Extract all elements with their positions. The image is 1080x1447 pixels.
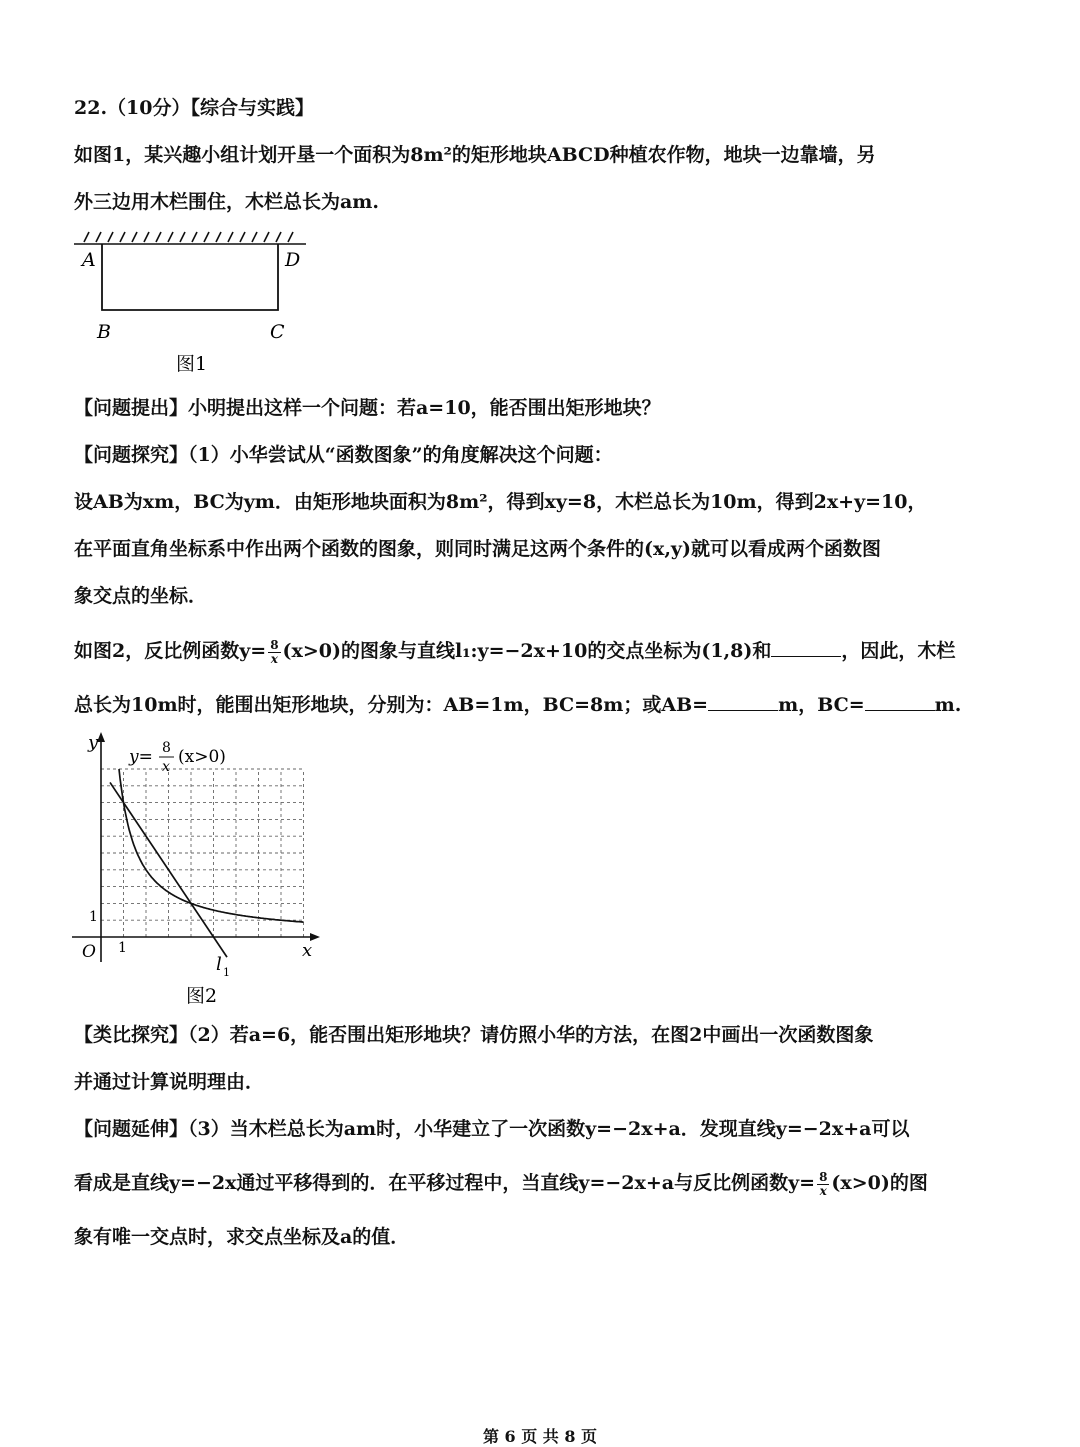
y-axis-arrow [97,732,105,742]
fraction-numerator: 8 [819,1169,828,1184]
explore-line-3: 在平面直角坐标系中作出两个函数的图象，则同时满足这两个条件的(x,y)就可以看成两个函数图 [74,538,881,560]
answer-blank-ab[interactable] [708,692,778,711]
vertex-A: A [82,249,96,271]
vertex-C: C [270,321,285,343]
explore-line-2: 设AB为xm，BC为ym．由矩形地块面积为8m²，得到xy=8，木栏总长为10m，得到2x+y=10， [74,491,927,513]
fraction-8-over-x [268,639,280,666]
figure-1 [70,228,320,378]
hyperbola-curve [119,769,304,922]
fig2-text-part-e: m，BC= [778,694,865,716]
answer-blank-bc[interactable] [865,692,935,711]
wall-hatching [74,232,306,244]
extension-line-2 [74,1168,992,1198]
function-label-numerator: 8 [162,740,171,756]
fraction-denominator: x [270,651,278,666]
fig2-text-line-1 [74,636,992,666]
fig2-text-part-b: (x>0)的图象与直线l₁:y=−2x+10的交点坐标为(1,8)和 [282,640,772,662]
explore-line-4: 象交点的坐标． [74,585,208,607]
origin-label: O [82,942,96,962]
answer-blank-intersection[interactable] [771,638,841,657]
fig2-text-line-2 [74,690,992,720]
question-raise: 【问题提出】小明提出这样一个问题：若a=10，能否围出矩形地块？ [74,397,661,419]
fig2-text-part-c: ，因此，木栏 [841,640,956,662]
function-label-denominator: x [162,759,170,775]
line-l1-label: l [216,954,222,975]
y-axis-label: y [88,732,99,753]
extension-line-1: 【问题延伸】（3）当木栏总长为am时，小华建立了一次函数y=−2x+a．发现直线y=−2x+a可以 [74,1118,910,1140]
extension-line-3: 象有唯一交点时，求交点坐标及a的值． [74,1226,410,1248]
intro-line-2: 外三边用木栏围住，木栏总长为am. [74,191,380,213]
y-tick-1: 1 [89,909,98,925]
line-l1-subscript: 1 [223,966,230,979]
fence-rectangle [102,244,278,310]
function-label-y: y= [129,747,153,767]
fraction-numerator: 8 [270,637,279,652]
vertex-D: D [285,249,301,271]
vertex-B: B [97,321,111,343]
figure-1-caption: 图1 [176,353,208,375]
fig2-text-part-a: 如图2，反比例函数y= [74,640,267,662]
function-label-domain: (x>0) [178,747,226,767]
figure-2 [66,728,336,1013]
x-tick-1: 1 [118,940,127,956]
explore-line-1: 【问题探究】（1）小华尝试从“函数图象”的角度解决这个问题： [74,444,613,466]
fraction-denominator: x [819,1183,827,1198]
analogy-line-2: 并通过计算说明理由． [74,1071,265,1093]
extension-part-a: 看成是直线y=−2x通过平移得到的．在平移过程中，当直线y=−2x+a与反比例函数y= [74,1172,816,1194]
fraction-8-over-x-2 [817,1171,829,1198]
fig2-text-part-f: m. [934,694,962,716]
grid [101,769,304,937]
figure-2-caption: 图2 [186,985,218,1007]
fig2-text-part-d: 总长为10m时，能围出矩形地块，分别为：AB=1m，BC=8m；或AB= [74,694,709,716]
page-footer: 第 6 页 共 8 页 [482,1427,598,1446]
x-axis-label: x [302,940,313,961]
analogy-line-1: 【类比探究】（2）若a=6，能否围出矩形地块？请仿照小华的方法，在图2中画出一次函数图象 [74,1024,874,1046]
extension-part-b: (x>0)的图 [831,1172,928,1194]
intro-line-1: 如图1，某兴趣小组计划开垦一个面积为8m²的矩形地块ABCD种植农作物，地块一边靠墙，另 [74,144,876,166]
question-title: 22.（10分）【综合与实践】 [74,97,314,119]
